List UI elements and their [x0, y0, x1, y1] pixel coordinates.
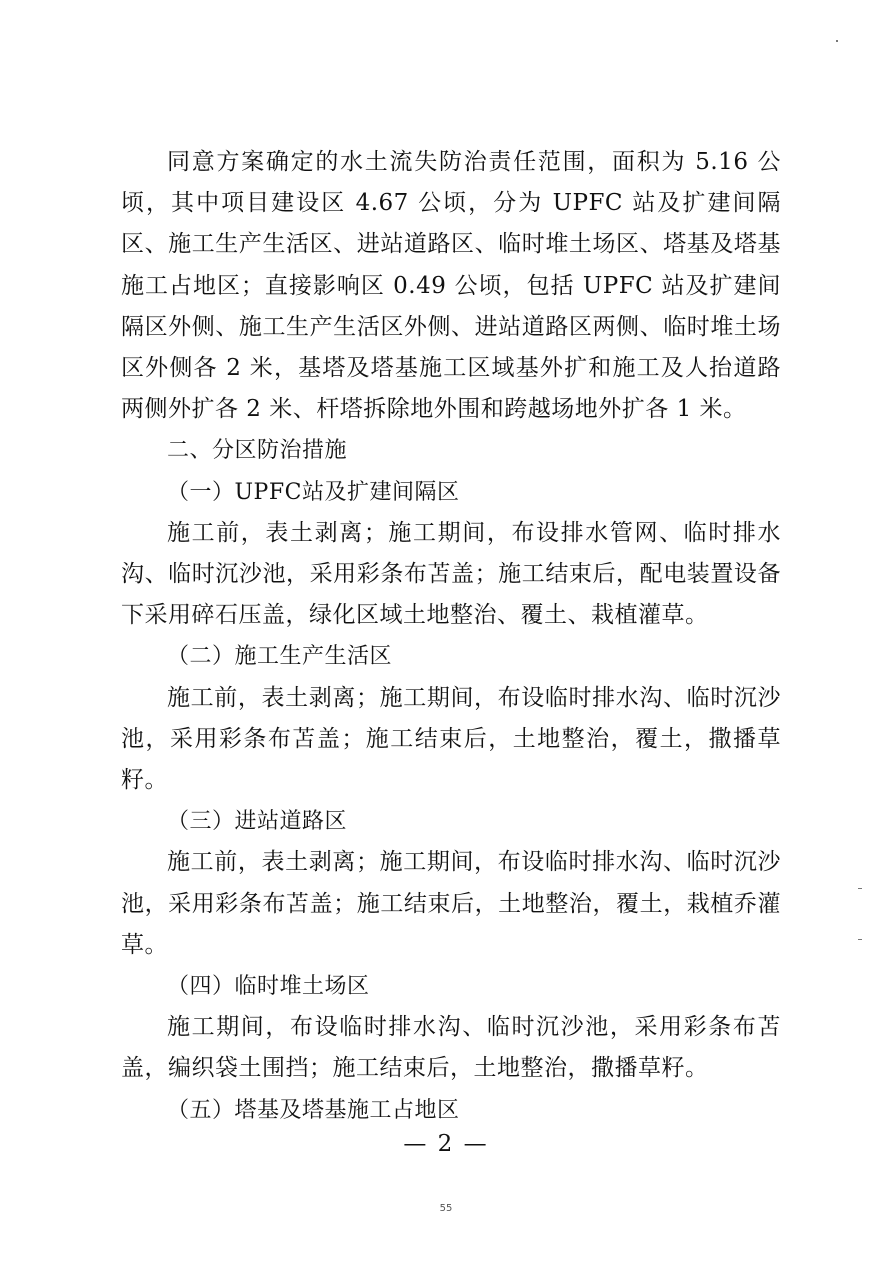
paragraph-responsibility-scope: 同意方案确定的水土流失防治责任范围，面积为 5.16 公顷，其中项目建设区 4.67 公顷，分为 UPFC 站及扩建间隔区、施工生产生活区、进站道路区、临时堆土场区、塔基及塔基施工占地区；直接影响区 0.49 公顷，包括 UPFC 站及扩建间隔区外侧、施工生产生活区外侧、进站道路区两侧、临时堆土场区外侧各 2 米，基塔及塔基施工区域基外扩和施工及人抬道路两侧外扩各 2 米、杆塔拆除地外围和跨越场地外扩各 1 米。 — [121, 149, 781, 423]
scan-mark-right-upper — [858, 888, 862, 889]
subheading-temporary-soil-yard: （四）临时堆土场区 — [167, 974, 370, 1000]
page-number: — 2 — — [403, 1131, 489, 1157]
document-body — [121, 142, 781, 1131]
paragraph-construction-living-area: 施工前，表土剥离；施工期间，布设临时排水沟、临时沉沙池，采用彩条布苫盖；施工结束后，土地整治，覆土，撒播草籽。 — [121, 684, 781, 794]
paragraph-access-road: 施工前，表土剥离；施工期间，布设临时排水沟、临时沉沙池，采用彩条布苫盖；施工结束后，土地整治，覆土，栽植乔灌草。 — [121, 849, 781, 958]
footer-page-number: 55 — [439, 1203, 453, 1214]
scan-mark-top-right — [836, 40, 838, 42]
subheading-upfc-station: （一）UPFC站及扩建间隔区 — [167, 479, 460, 505]
subheading-construction-living-area: （二）施工生产生活区 — [167, 644, 393, 670]
scan-mark-right-lower — [858, 939, 862, 940]
paragraph-temporary-soil-yard: 施工期间，布设临时排水沟、临时沉沙池，采用彩条布苫盖，编织袋土围挡；施工结束后，土地整治，撒播草籽。 — [121, 1014, 781, 1082]
paragraph-upfc-station: 施工前，表土剥离；施工期间，布设排水管网、临时排水沟、临时沉沙池，采用彩条布苫盖；施工结束后，配电装置设备下采用碎石压盖，绿化区域土地整治、覆土、栽植灌草。 — [121, 519, 781, 629]
section-heading-zone-measures: 二、分区防治措施 — [167, 438, 348, 464]
subheading-access-road: （三）进站道路区 — [167, 809, 348, 835]
subheading-tower-foundation: （五）塔基及塔基施工占地区 — [167, 1097, 460, 1123]
